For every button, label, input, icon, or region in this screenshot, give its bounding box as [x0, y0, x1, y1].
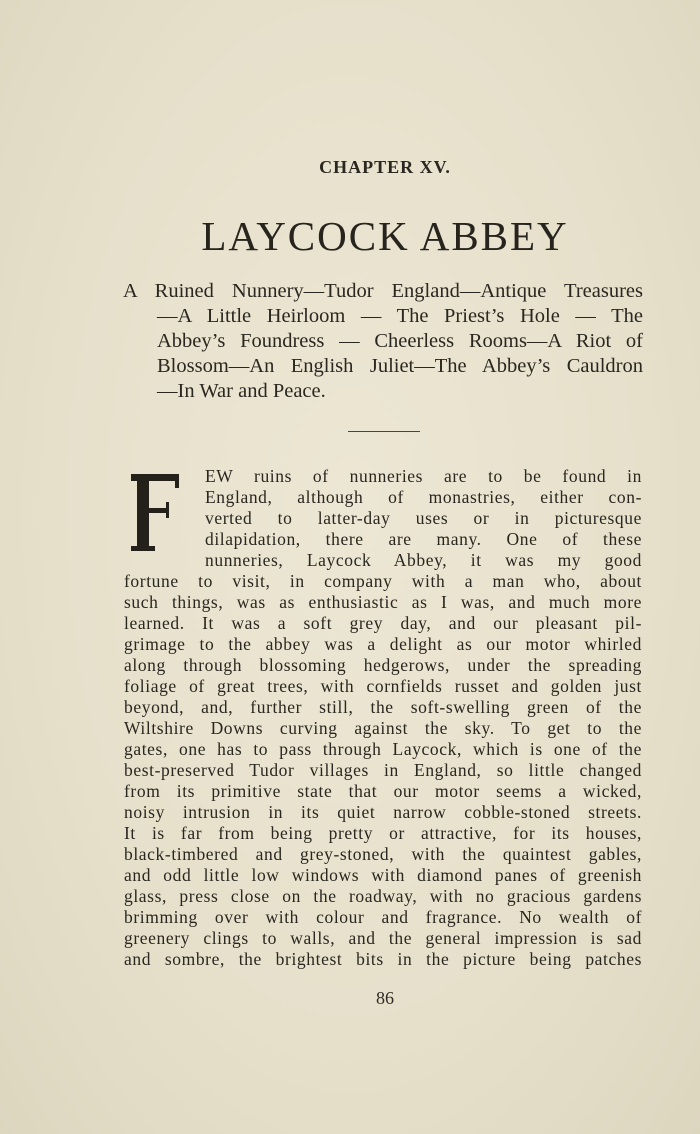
body-line: beyond, and, further still, the soft-swelling green of the — [124, 697, 642, 717]
section-divider — [348, 431, 420, 432]
body-line: EW ruins of nunneries are to be found in — [205, 466, 642, 486]
body-line: verted to latter-day uses or in picturesque — [205, 508, 642, 528]
body-line: foliage of great trees, with cornfields russet and golden just — [124, 676, 642, 696]
body-line: fortune to visit, in company with a man who, about — [124, 571, 642, 591]
body-line: such things, was as enthusiastic as I was, and much more — [124, 592, 642, 612]
body-line: brimming over with colour and fragrance. No wealth of — [124, 907, 642, 927]
body-line: and odd little low windows with diamond panes of greenish — [124, 865, 642, 885]
body-line: greenery clings to walls, and the general impression is sad — [124, 928, 642, 948]
body-line: and sombre, the brightest bits in the picture being patches — [124, 949, 642, 969]
body-line: dilapidation, there are many. One of these — [205, 529, 642, 549]
synopsis-line: —In War and Peace. — [157, 380, 326, 402]
synopsis-line: —A Little Heirloom — The Priest’s Hole — The — [157, 305, 643, 327]
body-line: best-preserved Tudor villages in England, so little changed — [124, 760, 642, 780]
synopsis-line: Abbey’s Foundress — Cheerless Rooms—A Riot of — [157, 330, 643, 352]
body-line: learned. It was a soft grey day, and our pleasant pil- — [124, 613, 642, 633]
chapter-heading: CHAPTER XV. — [319, 157, 451, 177]
body-line: grimage to the abbey was a delight as our motor whirled — [124, 634, 642, 654]
body-line: gates, one has to pass through Laycock, which is one of the — [124, 739, 642, 759]
body-line: from its primitive state that our motor seems a wicked, — [124, 781, 642, 801]
chapter-title: LAYCOCK ABBEY — [201, 213, 569, 259]
body-line: glass, press close on the roadway, with no gracious gardens — [124, 886, 642, 906]
body-line: black-timbered and grey-stoned, with the quaintest gables, — [124, 844, 642, 864]
synopsis-line: Blossom—An English Juliet—The Abbey’s Cauldron — [157, 355, 643, 377]
body-line: noisy intrusion in its quiet narrow cobble-stoned streets. — [124, 802, 642, 822]
body-line: England, although of monastries, either con- — [205, 487, 642, 507]
body-line: along through blossoming hedgerows, under the spreading — [124, 655, 642, 675]
body-line: Wiltshire Downs curving against the sky. To get to the — [124, 718, 642, 738]
body-paragraph — [124, 466, 642, 970]
page-number: 86 — [376, 988, 394, 1008]
body-line: nunneries, Laycock Abbey, it was my good — [205, 550, 642, 570]
body-line: It is far from being pretty or attractive, for its houses, — [124, 823, 642, 843]
chapter-synopsis — [123, 279, 643, 404]
synopsis-line: A Ruined Nunnery—Tudor England—Antique Treasures — [123, 280, 643, 302]
